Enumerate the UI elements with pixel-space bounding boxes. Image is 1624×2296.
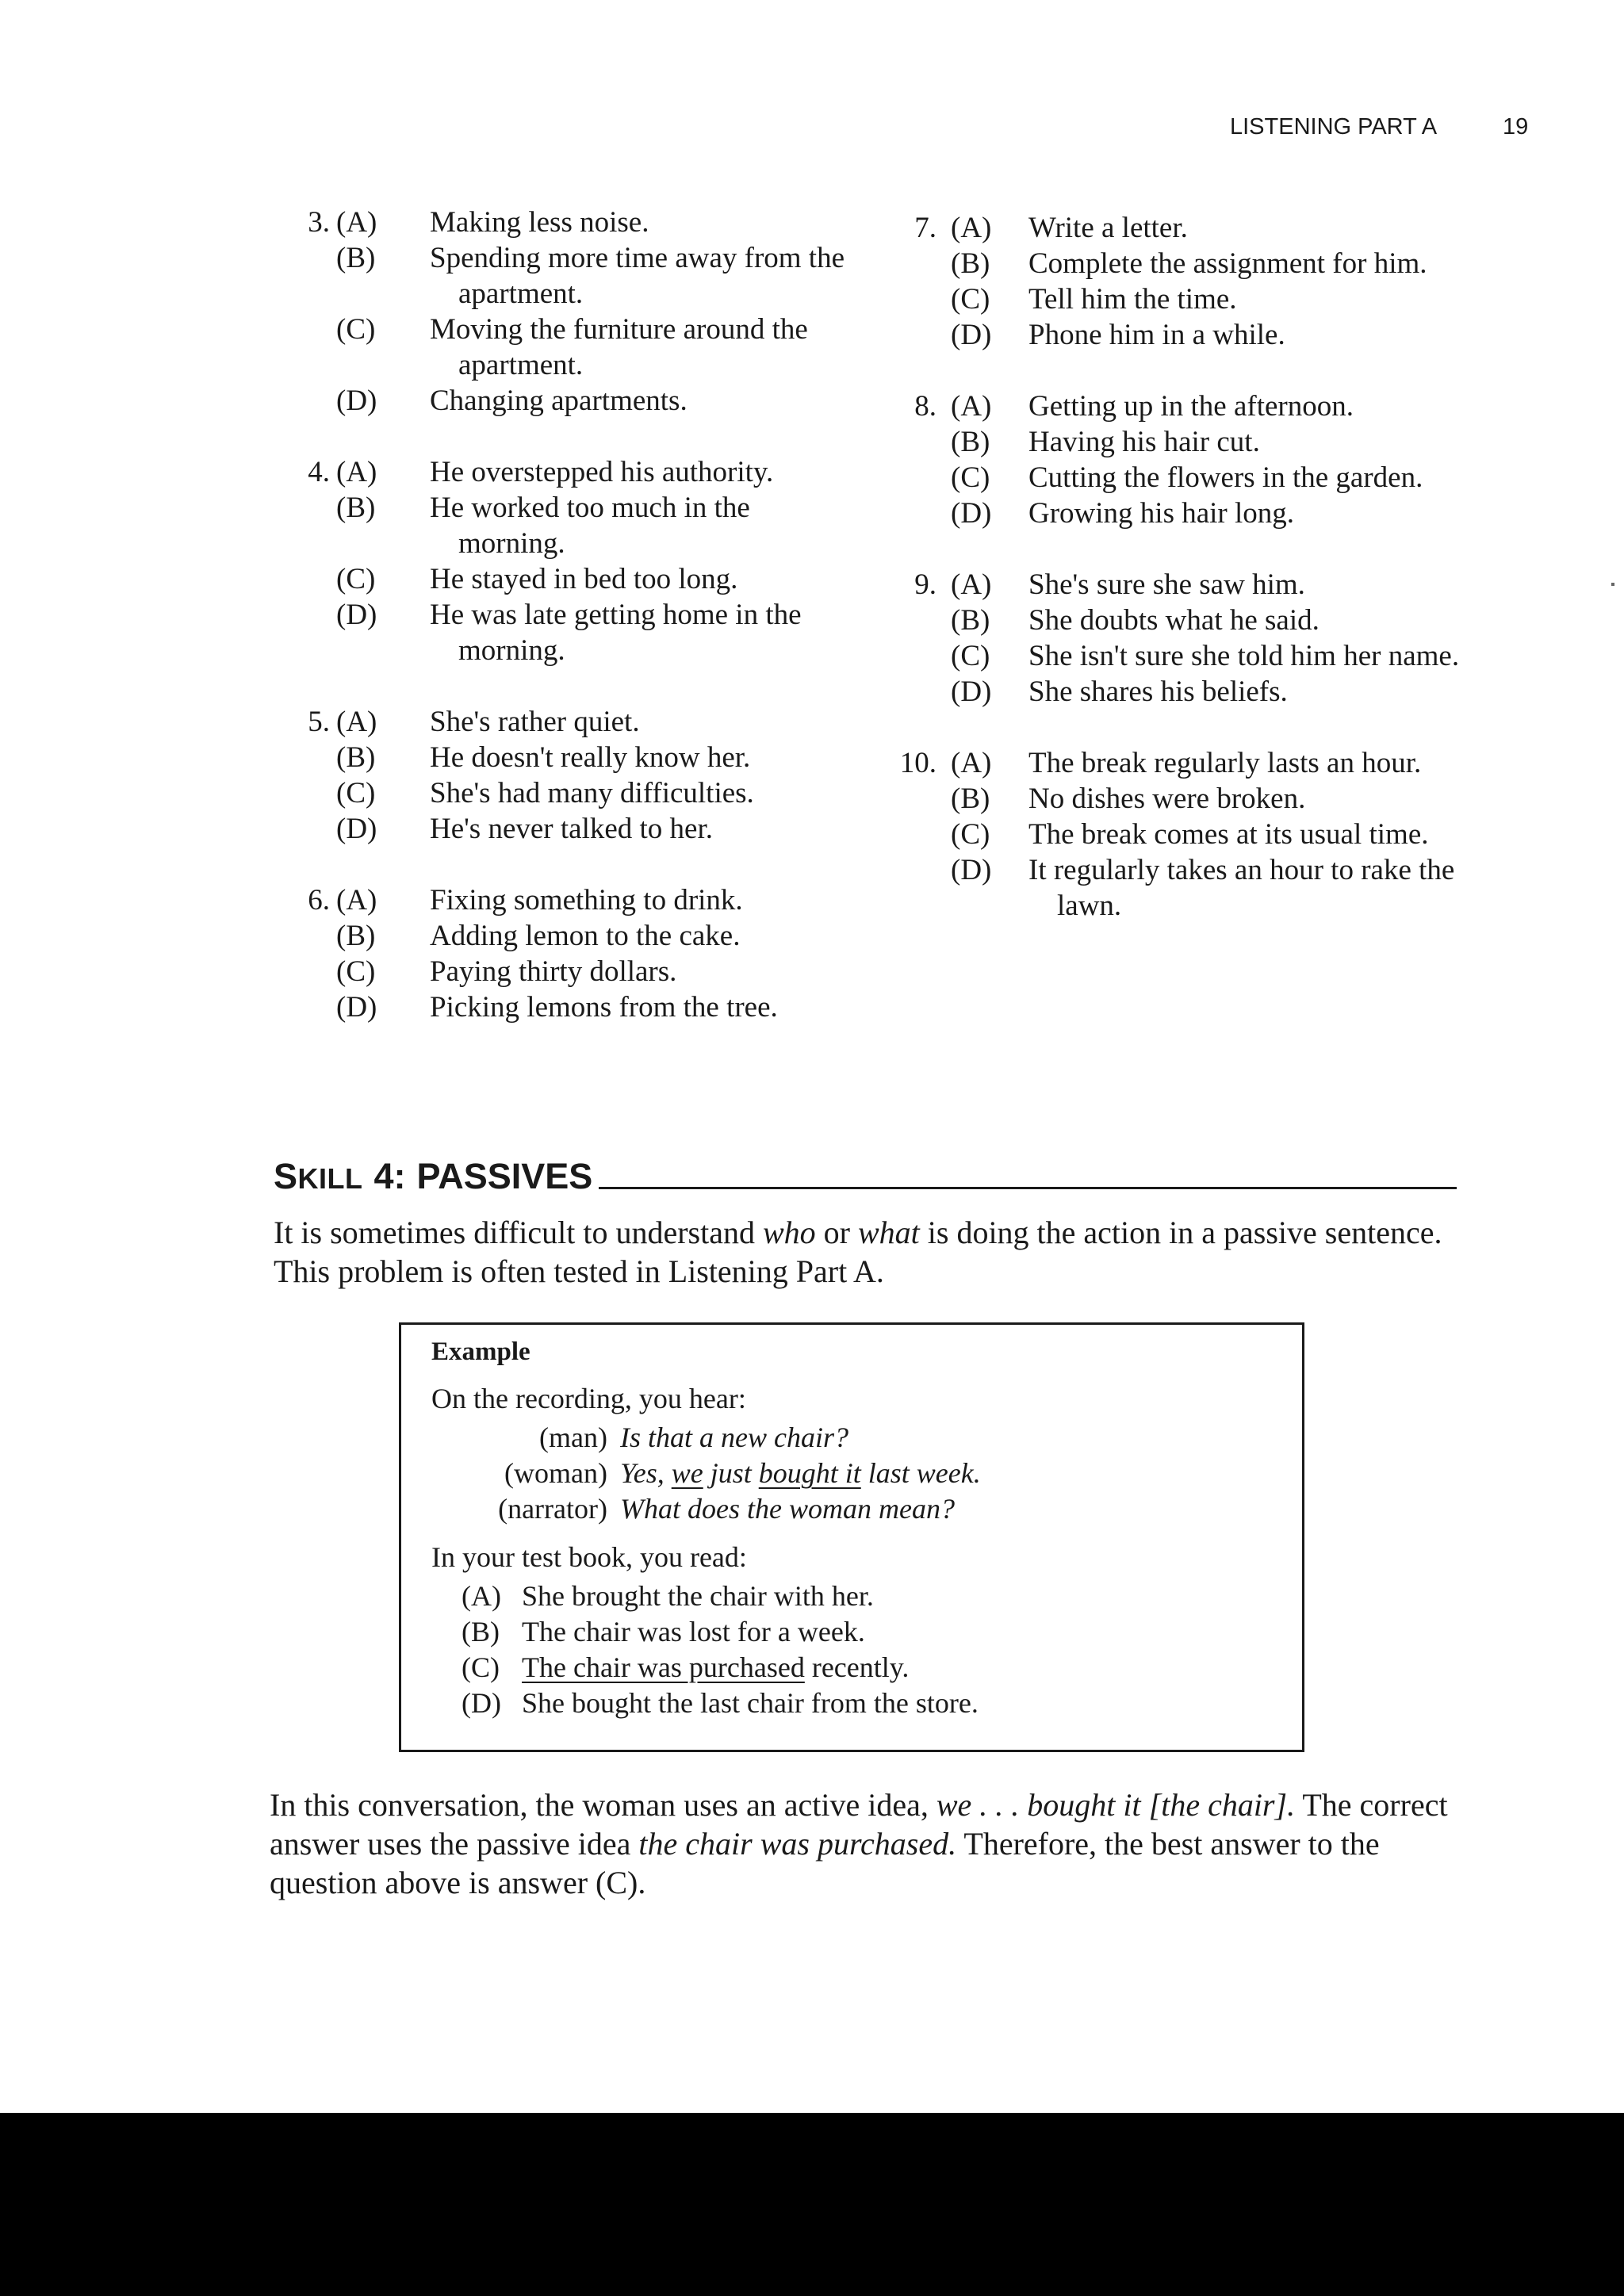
question-number: 5. bbox=[308, 706, 330, 738]
answer-choice bbox=[293, 240, 848, 312]
choice-letter: (B) bbox=[336, 741, 376, 774]
choice-text: She's had many difficulties. bbox=[430, 777, 754, 809]
question-number: 6. bbox=[308, 884, 330, 916]
question-item bbox=[892, 210, 1503, 353]
choice-text: He doesn't really know her. bbox=[430, 741, 751, 774]
read-label: In your test book, you read: bbox=[431, 1541, 747, 1573]
answer-choice bbox=[892, 567, 1503, 603]
questions-left-column bbox=[293, 205, 848, 1061]
choice-text: Making less noise. bbox=[430, 206, 649, 239]
choice-letter: (B) bbox=[951, 426, 990, 458]
answer-choice bbox=[293, 740, 848, 775]
answer-choice bbox=[892, 852, 1503, 924]
question-item bbox=[293, 882, 848, 1025]
question-number: 3. bbox=[308, 206, 330, 239]
question-item bbox=[293, 704, 848, 847]
skill-heading bbox=[274, 1151, 1457, 1197]
choice-list bbox=[293, 454, 848, 668]
answer-choice bbox=[892, 246, 1503, 281]
answer-choice bbox=[293, 954, 848, 989]
choice-text: He overstepped his authority. bbox=[430, 456, 774, 488]
answer-choice bbox=[293, 811, 848, 847]
hear-label: On the recording, you hear: bbox=[431, 1383, 746, 1414]
choice-text: He was late getting home in the morning. bbox=[430, 599, 802, 667]
choice-letter: (B) bbox=[951, 783, 990, 815]
choice-list bbox=[892, 210, 1503, 353]
answer-choice bbox=[293, 490, 848, 561]
choice-list bbox=[892, 745, 1503, 924]
question-item bbox=[892, 567, 1503, 710]
choice-text: Paying thirty dollars. bbox=[430, 955, 677, 988]
choice-letter: (A) bbox=[951, 212, 992, 244]
choice-text: Getting up in the afternoon. bbox=[1028, 390, 1354, 423]
answer-choice bbox=[892, 210, 1503, 246]
choice-letter: (C) bbox=[336, 955, 376, 988]
answer-choice bbox=[293, 312, 848, 383]
choice-text: Picking lemons from the tree. bbox=[430, 991, 778, 1024]
answer-choice bbox=[892, 281, 1503, 317]
scan-speck bbox=[1611, 583, 1614, 586]
choice-letter: (A) bbox=[951, 747, 992, 779]
choice-text: She's sure she saw him. bbox=[1028, 568, 1305, 601]
choice-text: The break comes at its usual time. bbox=[1028, 818, 1429, 851]
question-number: 10. bbox=[899, 747, 936, 779]
choice-letter: (D) bbox=[336, 813, 377, 845]
choice-text: He worked too much in the morning. bbox=[430, 492, 750, 560]
choice-letter: (D) bbox=[951, 319, 992, 351]
answer-choice bbox=[293, 704, 848, 740]
skill-name: PASSIVES bbox=[416, 1156, 593, 1196]
question-item bbox=[293, 205, 848, 419]
answer-choice bbox=[293, 561, 848, 597]
choice-text: She shares his beliefs. bbox=[1028, 675, 1288, 708]
answer-choice bbox=[892, 603, 1503, 638]
answer-choice bbox=[892, 638, 1503, 674]
scan-bottom-bar bbox=[0, 2113, 1624, 2296]
choice-letter: (A) bbox=[951, 390, 992, 423]
page-number: 19 bbox=[1503, 114, 1529, 140]
skill-number: 4: bbox=[373, 1156, 406, 1196]
choice-letter: (A) bbox=[336, 456, 377, 488]
choice-letter: (D) bbox=[336, 991, 377, 1024]
choice-letter: (A) bbox=[336, 206, 377, 239]
choice-text: Write a letter. bbox=[1028, 212, 1188, 244]
choice-text: Cutting the flowers in the garden. bbox=[1028, 461, 1423, 494]
intro-paragraph: It is sometimes difficult to understand who or what is doing the action in a passive sentence. This problem is often tested in Listening Part A. bbox=[274, 1215, 1442, 1289]
conclusion-paragraph: In this conversation, the woman uses an active idea, we . . . bought it [the chair]. The correct answer uses the passive idea the chair was purchased. Therefore, the best answer to the question above is answer (C). bbox=[270, 1787, 1448, 1900]
choice-letter: (D) bbox=[951, 675, 992, 708]
choice-list bbox=[892, 567, 1503, 710]
choice-list bbox=[293, 205, 848, 419]
choice-text: Complete the assignment for him. bbox=[1028, 247, 1427, 280]
answer-choice bbox=[892, 674, 1503, 710]
choice-letter: (B) bbox=[951, 247, 990, 280]
choice-text: Moving the furniture around the apartment. bbox=[430, 313, 808, 381]
answer-choice bbox=[892, 817, 1503, 852]
choice-letter: (B) bbox=[336, 492, 376, 524]
question-item bbox=[892, 388, 1503, 531]
choice-letter: (C) bbox=[951, 640, 990, 672]
choice-text: Tell him the time. bbox=[1028, 283, 1237, 316]
answer-choice bbox=[892, 317, 1503, 353]
choice-list bbox=[892, 388, 1503, 531]
choice-letter: (D) bbox=[951, 854, 992, 886]
choice-letter: (A) bbox=[951, 568, 992, 601]
answer-choice bbox=[892, 388, 1503, 424]
choice-text: He's never talked to her. bbox=[430, 813, 714, 845]
questions-right-column bbox=[892, 210, 1503, 959]
example-title: Example bbox=[431, 1337, 530, 1366]
answer-choice bbox=[293, 775, 848, 811]
answer-choice bbox=[293, 882, 848, 918]
question-item bbox=[892, 745, 1503, 924]
answer-choice bbox=[892, 496, 1503, 531]
example-box: Example On the recording, you hear: (man) Is that a new chair? (woman) Yes, we just bought it last week. (narrator) What does the woman mean? In your test book, you read: (A) She brought the chair with her. (B) The chair was lost for a week. (C) The chair was purchased recently. (D) She bought the last chair from the store. bbox=[399, 1322, 1304, 1752]
answer-choice bbox=[892, 745, 1503, 781]
choice-letter: (C) bbox=[951, 283, 990, 316]
choice-text: Adding lemon to the cake. bbox=[430, 920, 741, 952]
answer-choice bbox=[293, 205, 848, 240]
choice-text: He stayed in bed too long. bbox=[430, 563, 738, 595]
choice-letter: (C) bbox=[336, 313, 376, 346]
choice-letter: (D) bbox=[336, 385, 377, 417]
choice-text: Changing apartments. bbox=[430, 385, 688, 417]
choice-text: The break regularly lasts an hour. bbox=[1028, 747, 1422, 779]
choice-text: She doubts what he said. bbox=[1028, 604, 1320, 637]
choice-list bbox=[293, 882, 848, 1025]
heading-rule bbox=[599, 1187, 1457, 1189]
skill-word: SKILL bbox=[274, 1156, 363, 1196]
answer-choice bbox=[293, 383, 848, 419]
choice-text: Having his hair cut. bbox=[1028, 426, 1260, 458]
section-title: LISTENING PART A bbox=[1230, 114, 1438, 140]
question-number: 9. bbox=[914, 568, 936, 601]
choice-text: Phone him in a while. bbox=[1028, 319, 1285, 351]
question-number: 7. bbox=[914, 212, 936, 244]
choice-list bbox=[293, 704, 848, 847]
choice-letter: (D) bbox=[336, 599, 377, 631]
choice-letter: (C) bbox=[336, 563, 376, 595]
answer-choice bbox=[293, 597, 848, 668]
choice-text: She isn't sure she told him her name. bbox=[1028, 640, 1460, 672]
choice-letter: (C) bbox=[951, 461, 990, 494]
answer-choice bbox=[293, 989, 848, 1025]
choice-letter: (A) bbox=[336, 706, 377, 738]
choice-letter: (B) bbox=[951, 604, 990, 637]
question-number: 8. bbox=[914, 390, 936, 423]
choice-text: She's rather quiet. bbox=[430, 706, 640, 738]
choice-letter: (C) bbox=[951, 818, 990, 851]
answer-choice bbox=[892, 460, 1503, 496]
choice-text: Spending more time away from the apartment. bbox=[430, 242, 845, 310]
choice-letter: (B) bbox=[336, 242, 376, 274]
question-number: 4. bbox=[308, 456, 330, 488]
choice-text: Fixing something to drink. bbox=[430, 884, 743, 916]
answer-choice bbox=[892, 781, 1503, 817]
answer-choice bbox=[293, 918, 848, 954]
choice-letter: (B) bbox=[336, 920, 376, 952]
choice-letter: (C) bbox=[336, 777, 376, 809]
choice-text: No dishes were broken. bbox=[1028, 783, 1306, 815]
answer-choice bbox=[892, 424, 1503, 460]
choice-text: It regularly takes an hour to rake the lawn. bbox=[1028, 854, 1455, 922]
choice-letter: (A) bbox=[336, 884, 377, 916]
answer-choice bbox=[293, 454, 848, 490]
question-item bbox=[293, 454, 848, 668]
running-header bbox=[0, 114, 1624, 146]
choice-letter: (D) bbox=[951, 497, 992, 530]
choice-text: Growing his hair long. bbox=[1028, 497, 1295, 530]
